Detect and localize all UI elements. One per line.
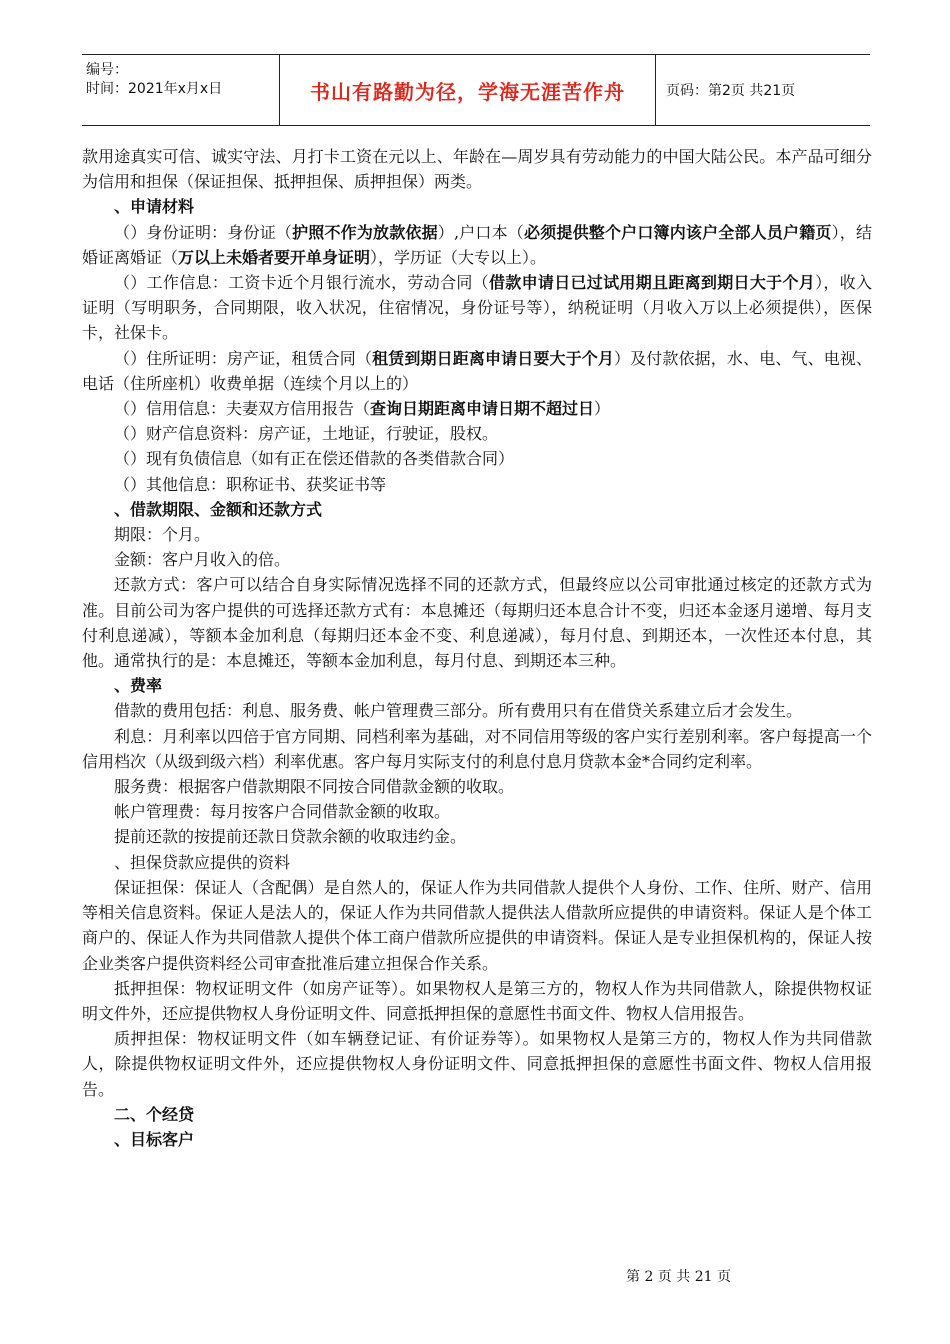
paragraph-prepayment: 提前还款的按提前还款日贷款余额的收取违约金。 bbox=[114, 827, 467, 847]
paragraph-intro: 款用途真实可信、诚实守法、月打卡工资在元以上、年龄在—周岁具有劳动能力的中国大陆公民。本产品可细分为信用和担保（保证担保、抵押担保、质押担保）两类。 bbox=[82, 147, 872, 192]
heading-business-loan: 二、个经贷 bbox=[114, 1104, 195, 1124]
header-meta bbox=[82, 55, 280, 125]
document-body bbox=[82, 144, 872, 1152]
paragraph-repayment: 还款方式：客户可以结合自身实际情况选择不同的还款方式，但最终应以公司审批通过核定的还款方式为准。目前公司为客户提供的可选择还款方式有：本息摊还（每期归还本息合计不变，归还本金逐月递增、每月支付利息递减），等额本金加利息（每期归还本金不变、利息递减），每月付息、到期还本，一次性还本付息，其他。通常执行的是：本息摊还，等额本金加利息，每月付息、到期还本三种。 bbox=[82, 575, 872, 671]
paragraph-guarantee: 保证担保：保证人（含配偶）是自然人的，保证人作为共同借款人提供个人身份、工作、住所、财产、信用等相关信息资料。保证人是法人的，保证人作为共同借款人提供法人借款所应提供的申请资料。保证人是个体工商户的、保证人作为共同借款人提供个体工商户借款所应提供的申请资料。保证人是专业担保机构的，保证人按企业类客户提供资料经公司审查批准后建立担保合作关系。 bbox=[82, 877, 872, 973]
page-header bbox=[82, 54, 870, 126]
paragraph-mortgage: 抵押担保：物权证明文件（如房产证等）。如果物权人是第三方的，物权人作为共同借款人，除提供物权证明文件外，还应提供物权人身份证明文件、同意抵押担保的意愿性书面文件、物权人信用报告。 bbox=[82, 978, 872, 1023]
page-footer: 第 2 页 共 21 页 bbox=[626, 1269, 731, 1285]
paragraph-residence-proof: （）住所证明：房产证，租赁合同（租赁到期日距离申请日要大于个月）及付款依据，水、电、气、电视、电话（住所座机）收费单据（连续个月以上的） bbox=[82, 348, 872, 393]
heading-fees: 、费率 bbox=[114, 676, 163, 696]
paragraph-account-fee: 帐户管理费：每月按客户合同借款金额的收取。 bbox=[114, 802, 451, 822]
paragraph-service-fee: 服务费：根据客户借款期限不同按合同借款金额的收取。 bbox=[114, 777, 515, 797]
heading-loan-terms: 、借款期限、金额和还款方式 bbox=[114, 499, 323, 519]
header-page-code: 页码：第2页 共21页 bbox=[666, 83, 796, 99]
document-number-label: 编号： bbox=[86, 62, 128, 78]
paragraph-pledge: 质押担保：物权证明文件（如车辆登记证、有价证券等）。如果物权人是第三方的，物权人作为共同借款人，除提供物权证明文件外，还应提供物权人身份证明文件、同意抵押担保的意愿性书面文件、物权人信用报告。 bbox=[82, 1029, 872, 1099]
document-date: 时间：2021年x月x日 bbox=[86, 81, 223, 97]
paragraph-debt-info: （）现有负债信息（如有正在偿还借款的各类借款合同） bbox=[114, 449, 515, 469]
heading-application-materials: 、申请材料 bbox=[114, 197, 195, 217]
paragraph-fee-components: 借款的费用包括：利息、服务费、帐户管理费三部分。所有费用只有在借贷关系建立后才会发生。 bbox=[114, 701, 803, 721]
paragraph-credit-info: （）信用信息：夫妻双方信用报告（查询日期距离申请日期不超过日） bbox=[114, 399, 611, 419]
paragraph-amount: 金额：客户月收入的倍。 bbox=[114, 550, 291, 570]
heading-target-customers: 、目标客户 bbox=[114, 1129, 195, 1149]
heading-guarantee-materials: 、担保贷款应提供的资料 bbox=[114, 852, 291, 872]
paragraph-other-info: （）其他信息：职称证书、获奖证书等 bbox=[114, 474, 387, 494]
paragraph-property-info: （）财产信息资料：房产证，土地证，行驶证，股权。 bbox=[114, 424, 499, 444]
header-motto: 书山有路勤为径，学海无涯苦作舟 bbox=[280, 55, 656, 125]
paragraph-identity-proof: （）身份证明：身份证（护照不作为放款依据）,户口本（必须提供整个户口簿内该户全部人员户籍页），结婚证离婚证（万以上未婚者要开单身证明），学历证（大专以上）。 bbox=[82, 222, 872, 267]
paragraph-work-info: （）工作信息：工资卡近个月银行流水，劳动合同（借款申请日已过试用期且距离到期日大于个月），收入证明（写明职务，合同期限，收入状况，住宿情况，身份证号等），纳税证明（月收入万以上必须提供），医保卡，社保卡。 bbox=[82, 273, 872, 343]
paragraph-interest: 利息：月利率以四倍于官方同期、同档利率为基础，对不同信用等级的客户实行差别利率。客户每提高一个信用档次（从级到级六档）利率优惠。客户每月实际支付的利息付息月贷款本金*合同约定利率。 bbox=[82, 726, 872, 771]
paragraph-term: 期限：个月。 bbox=[114, 525, 211, 545]
